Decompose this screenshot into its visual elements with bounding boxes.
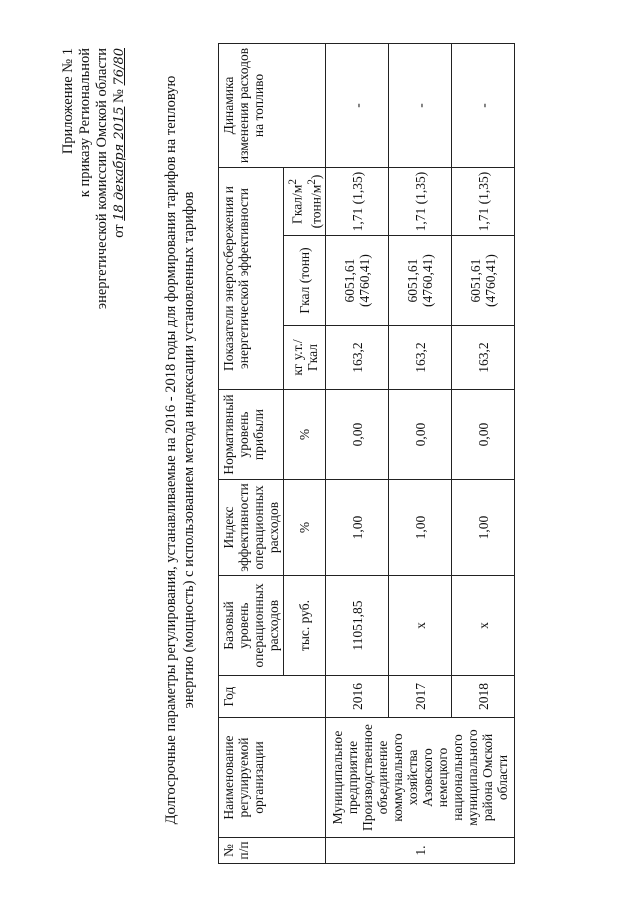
heading-line-1: Долгосрочные параметры регулирования, устанавливаемые на 2016 - 2018 годы для формирования тарифов на тепловую: [163, 75, 179, 825]
header-energy-indicators: Показатели энергосбережения и энергетической эффективности: [219, 168, 284, 390]
parameters-table: [218, 43, 515, 864]
unit-index: %: [284, 480, 326, 576]
header-year: Год: [219, 676, 326, 718]
appendix-order-ref: к приказу Региональной: [77, 48, 93, 198]
cell-gcal-m2: 1,71 (1,35): [389, 168, 452, 236]
cell-base: 11051,85: [326, 576, 389, 676]
unit-profit: %: [284, 390, 326, 480]
header-profit-level: Нормативный уровень прибыли: [219, 390, 284, 480]
header-base-level: Базовый уровень операционных расходов: [219, 576, 284, 676]
cell-gcal-m2: 1,71 (1,35): [452, 168, 515, 236]
handwritten-date: 18 декабря 2015: [112, 106, 127, 221]
cell-kg-fuel: 163,2: [326, 326, 389, 390]
unit-kg-fuel: кг у.т./Гкал: [284, 326, 326, 390]
appendix-date-line: [111, 48, 128, 309]
cell-base: x: [452, 576, 515, 676]
cell-year: 2018: [452, 676, 515, 718]
cell-fuel-dynamics: -: [452, 44, 515, 168]
document-heading: [162, 20, 198, 880]
cell-kg-fuel: 163,2: [389, 326, 452, 390]
unit-base: тыс. руб.: [284, 576, 326, 676]
cell-gcal: 6051,61 (4760,41): [326, 236, 389, 326]
date-prefix: от: [111, 224, 127, 238]
appendix-commission: энергетической комиссии Омской области: [94, 48, 110, 310]
table-row: [326, 44, 389, 864]
unit-gcal: Гкал (тонн): [284, 236, 326, 326]
header-fuel-dynamics: Динамика изменения расходов на топливо: [219, 44, 326, 168]
cell-gcal-m2: 1,71 (1,35): [326, 168, 389, 236]
row-number: 1.: [326, 838, 515, 864]
cell-index: 1,00: [326, 480, 389, 576]
cell-base: x: [389, 576, 452, 676]
handwritten-number: 76/80: [112, 48, 127, 86]
cell-gcal: 6051,61 (4760,41): [452, 236, 515, 326]
cell-fuel-dynamics: -: [326, 44, 389, 168]
heading-line-2: энергию (мощность) с использованием метода индексации установленных тарифов: [181, 191, 197, 709]
cell-year: 2017: [389, 676, 452, 718]
header-organization: Наименование регулируемой организации: [219, 718, 326, 838]
cell-gcal: 6051,61 (4760,41): [389, 236, 452, 326]
cell-index: 1,00: [452, 480, 515, 576]
header-efficiency-index: Индекс эффективности операционных расходов: [219, 480, 284, 576]
cell-index: 1,00: [389, 480, 452, 576]
cell-profit: 0,00: [389, 390, 452, 480]
cell-profit: 0,00: [452, 390, 515, 480]
header-row: [219, 44, 284, 864]
cell-profit: 0,00: [326, 390, 389, 480]
cell-year: 2016: [326, 676, 389, 718]
number-sign: №: [111, 89, 127, 103]
appendix-block: [60, 48, 128, 309]
organization-name: Муниципальное предприятие Производственное объединение коммунального хозяйства Азовского немецкого национального муниципального района Омской области: [326, 718, 515, 838]
cell-kg-fuel: 163,2: [452, 326, 515, 390]
cell-fuel-dynamics: -: [389, 44, 452, 168]
appendix-title: Приложение № 1: [60, 48, 76, 155]
unit-gcal-m2: Гкал/$м^2$ $(тонн/м^2)$: [284, 168, 326, 236]
header-num: № п/п: [219, 838, 326, 864]
document-page: [30, 20, 610, 880]
